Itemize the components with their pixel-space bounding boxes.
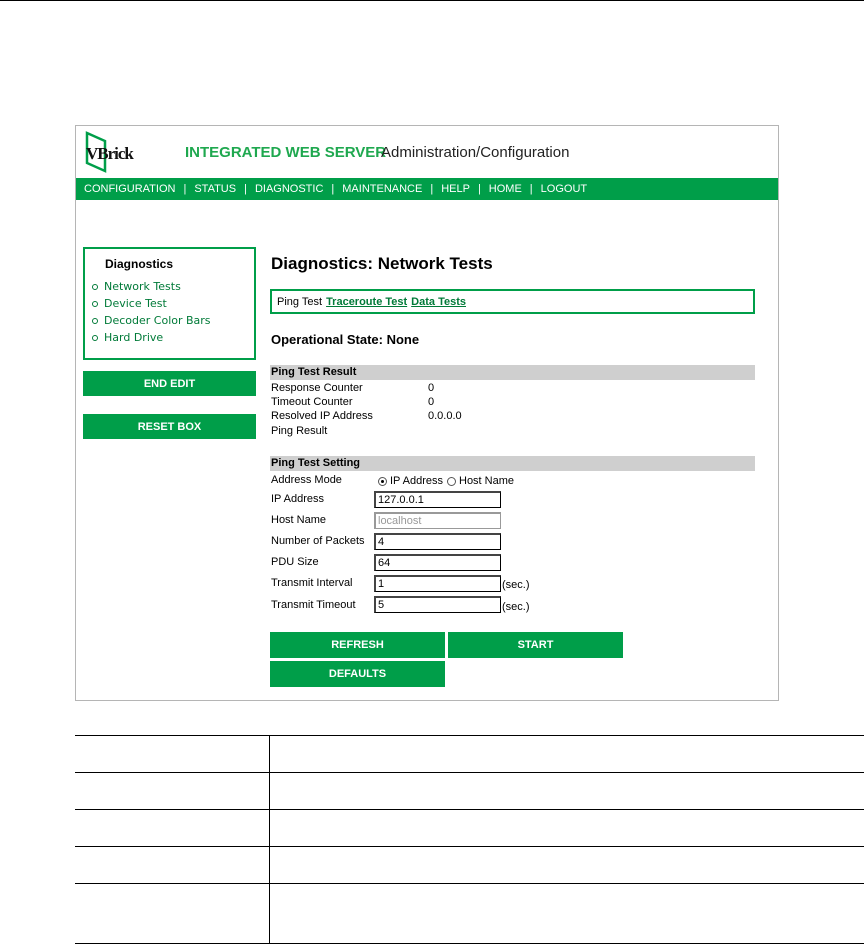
server-subtitle: Administration/Configuration — [381, 144, 570, 161]
transmit-interval-field[interactable]: 1 — [374, 575, 501, 592]
radio-host-name-label: Host Name — [459, 475, 515, 487]
start-button[interactable]: START — [448, 632, 623, 658]
tab-traceroute-test[interactable]: Traceroute Test — [326, 295, 408, 308]
table-column-divider — [269, 735, 270, 943]
sidebar-item-decoder-color-bars[interactable] — [92, 314, 211, 327]
nav-help[interactable]: HELP — [441, 183, 470, 195]
table-row — [75, 735, 864, 772]
nav-home[interactable]: HOME — [488, 183, 522, 195]
nav-configuration[interactable]: CONFIGURATION — [84, 183, 176, 195]
nav-logout[interactable]: LOGOUT — [540, 183, 588, 195]
transmit-interval-unit: (sec.) — [502, 579, 530, 591]
nav-separator: | — [430, 183, 434, 195]
ping-result-header: Ping Test Result — [270, 365, 755, 380]
sidebar-item-label: Device Test — [104, 297, 167, 310]
server-title: INTEGRATED WEB SERVER — [185, 144, 387, 161]
nav-maintenance[interactable]: MAINTENANCE — [342, 183, 423, 195]
timeout-counter-value: 0 — [428, 396, 435, 408]
sidebar-item-label: Hard Drive — [104, 331, 164, 344]
tab-data-tests[interactable]: Data Tests — [411, 295, 466, 308]
sidebar-item-label: Decoder Color Bars — [104, 314, 211, 327]
end-edit-button[interactable]: END EDIT — [83, 371, 256, 396]
table-row — [75, 772, 864, 809]
sidebar-item-label: Network Tests — [104, 280, 181, 293]
ip-address-label: IP Address — [271, 493, 324, 505]
host-name-label: Host Name — [271, 514, 327, 526]
table-row — [75, 809, 864, 846]
table-row — [75, 846, 864, 883]
bullet-icon — [92, 284, 98, 290]
transmit-timeout-field[interactable]: 5 — [374, 596, 501, 613]
table-bottom-rule — [75, 943, 864, 944]
sidebar-title: Diagnostics — [105, 257, 174, 271]
address-mode-radio-group — [378, 475, 514, 487]
ip-address-field[interactable]: 127.0.0.1 — [374, 491, 501, 508]
nav-separator: | — [529, 183, 533, 195]
table-row — [75, 883, 864, 943]
address-mode-label: Address Mode — [271, 474, 342, 486]
pdu-size-field[interactable]: 64 — [374, 554, 501, 571]
tab-ping-test: Ping Test — [277, 295, 323, 308]
sidebar-diagnostics-menu — [83, 247, 256, 360]
nav-separator: | — [244, 183, 247, 195]
nav-status[interactable]: STATUS — [194, 183, 237, 195]
page-top-rule — [0, 0, 864, 1]
nav-diagnostic[interactable]: DIAGNOSTIC — [254, 183, 324, 195]
radio-ip-address[interactable] — [378, 477, 387, 486]
logo-text: VBrick — [86, 144, 133, 163]
sidebar-item-network-tests[interactable] — [92, 280, 181, 293]
header — [76, 126, 778, 178]
host-name-field[interactable]: localhost — [374, 512, 501, 529]
pdu-size-label: PDU Size — [271, 556, 319, 568]
bullet-icon — [92, 301, 98, 307]
refresh-button[interactable]: REFRESH — [270, 632, 445, 658]
radio-host-name[interactable] — [447, 477, 456, 486]
operational-state: Operational State: None — [271, 332, 420, 347]
reset-box-button[interactable]: RESET BOX — [83, 414, 256, 439]
sidebar-item-hard-drive[interactable] — [92, 331, 163, 344]
response-counter-value: 0 — [428, 382, 435, 394]
web-server-window — [75, 125, 779, 701]
nav-separator: | — [183, 183, 187, 195]
defaults-button[interactable]: DEFAULTS — [270, 661, 445, 687]
num-packets-label: Number of Packets — [271, 535, 365, 547]
nav-separator: | — [477, 183, 481, 195]
test-tabs — [270, 289, 755, 314]
top-nav-bar — [76, 178, 778, 200]
bullet-icon — [92, 318, 98, 324]
resolved-ip-value: 0.0.0.0 — [428, 410, 462, 422]
bullet-icon — [92, 335, 98, 341]
num-packets-field[interactable]: 4 — [374, 533, 501, 550]
response-counter-label: Response Counter — [271, 382, 363, 394]
ping-setting-header: Ping Test Setting — [270, 456, 755, 471]
sidebar-item-device-test[interactable] — [92, 297, 167, 310]
resolved-ip-label: Resolved IP Address — [271, 410, 373, 422]
transmit-interval-label: Transmit Interval — [271, 577, 353, 589]
transmit-timeout-unit: (sec.) — [502, 601, 530, 613]
radio-ip-address-label: IP Address — [390, 475, 443, 487]
nav-separator: | — [331, 183, 335, 195]
transmit-timeout-label: Transmit Timeout — [271, 599, 356, 611]
page-title: Diagnostics: Network Tests — [271, 254, 493, 273]
ping-result-label: Ping Result — [271, 425, 328, 437]
timeout-counter-label: Timeout Counter — [271, 396, 353, 408]
